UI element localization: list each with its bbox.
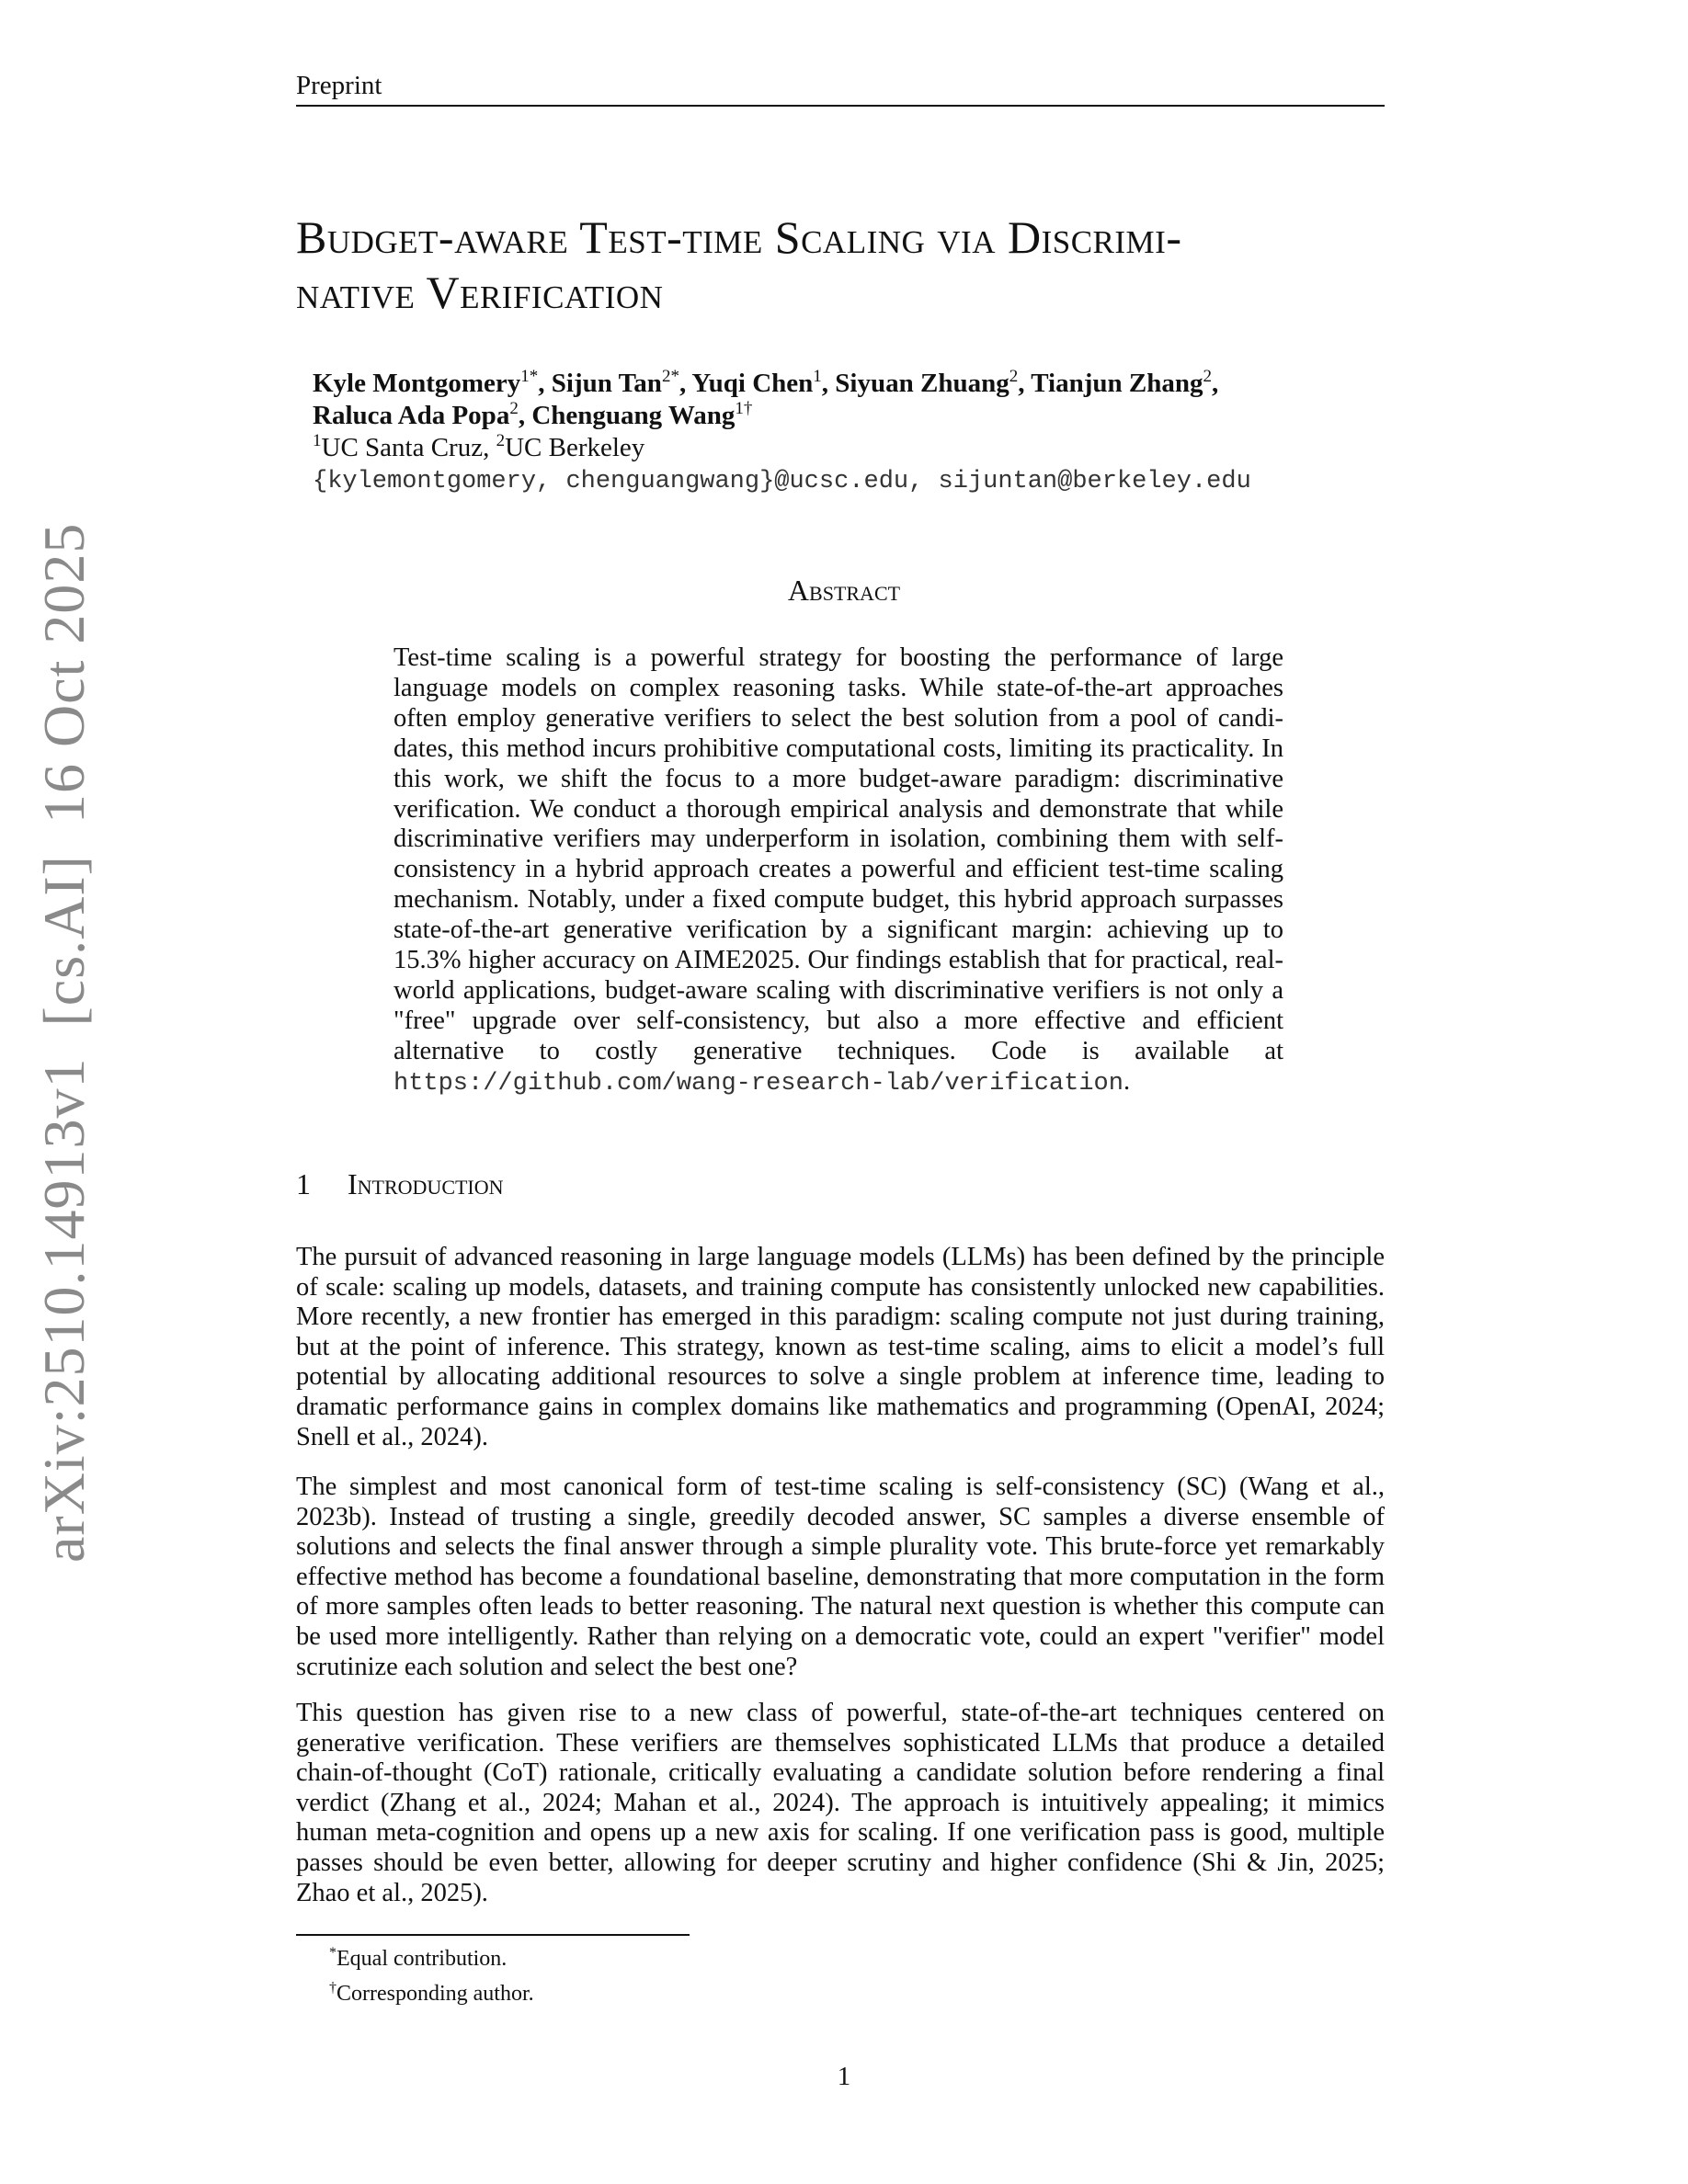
section-number: 1 (296, 1167, 311, 1200)
author: Kyle Montgomery$^{1*}$, (313, 367, 552, 398)
footnote: †Corresponding author. (329, 1980, 534, 2006)
paper-title-line-1: Budget-aware Test-time Scaling via Discrimi- (296, 211, 1182, 263)
author: Yuqi Chen$^1$, (691, 367, 836, 398)
intro-paragraph: The pursuit of advanced reasoning in large language models (LLMs) has been defined by the principle of scale: scaling up models, datasets, and training compute has consistently unlocked new capabilities. More recently, a new frontier has emerged in this paradigm: scaling compute not just during training, but at the point of inference. This strategy, known as test-time scaling, aims to elicit a model’s full potential by allocating additional resources to solve a single problem at inference time, leading to dramatic performance gains in complex domains like mathematics and programming (OpenAI, 2024; Snell et al., 2024). (296, 1243, 1385, 1451)
footnote-divider (296, 1934, 690, 1936)
author: Tianjun Zhang$^2$, (1031, 367, 1219, 398)
paper-title-line-2: native Verification (296, 267, 664, 318)
footnote: *Equal contribution. (329, 1945, 508, 1971)
author: Chenguang Wang$^{1\dagger}$ (531, 399, 753, 430)
intro-paragraph: This question has given rise to a new class of powerful, state-of-the-art techniques centered on generative verification. These verifiers are themselves sophisticated LLMs that produce a detailed chain-of-thought (CoT) rationale, critically evaluating a candidate solution before rendering a final verdict (Zhang et al., 2024; Mahan et al., 2024). The approach is intuitively appealing; it mimics human meta-cognition and opens up a new axis for scaling. If one verification pass is good, multiple passes should be even better, allowing for deeper scrutiny and higher confidence (Shi & Jin, 2025; Zhao et al., 2025). (296, 1699, 1385, 1907)
arxiv-stamp: arXiv:2510.14913v1 [cs.AI] 16 Oct 2025 (31, 522, 97, 1563)
abstract-heading: Abstract (787, 574, 901, 607)
author-emails: {kylemontgomery, chenguangwang}@ucsc.edu, sijuntan@berkeley.edu (313, 468, 1251, 495)
affiliations: $^1$UC Santa Cruz, $^2$UC Berkeley (313, 431, 645, 462)
page-number: 1 (837, 2062, 851, 2091)
paper-title (296, 210, 1399, 320)
running-head (296, 70, 1385, 107)
author-block (313, 368, 1397, 498)
abstract-text: Test-time scaling is a powerful strategy for boosting the performance of large language models on complex reasoning tasks. While state-of-the-art approaches often employ generative verifiers to select the best solution from a pool of candidates, this method incurs prohibitive computational costs, limiting its practicality. In this work, we shift the focus to a more budget-aware paradigm: discriminative verification. We conduct a thorough empirical analysis and demonstrate that while discriminative verifiers may underperform in isolation, combining them with self-consistency in a hybrid approach creates a powerful and efficient test-time scaling mechanism. Notably, under a fixed compute budget, this hybrid approach surpasses state-of-the-art generative verification by a significant margin: achieving up to 15.3% higher accuracy on AIME2025. Our findings establish that for practical, real-world applications, budget-aware scaling with discriminative verifiers is not only a "free" upgrade over self-consistency, but also a more effective and efficient alternative to costly generative techniques. Code is available at (393, 643, 1283, 1065)
author: Siyuan Zhuang$^2$, (835, 367, 1032, 398)
abstract-body: Test-time scaling is a powerful strategy for boosting the performance of large language models on complex reasoning tasks. While state-of-the-art approaches often employ generative verifiers to select the best solution from a pool of candidates, this method incurs prohibitive computational costs, limiting its practicality. In this work, we shift the focus to a more budget-aware paradigm: discriminative verification. We conduct a thorough empirical analysis and demonstrate that while discriminative verifiers may underperform in isolation, combining them with self-consistency in a hybrid approach creates a powerful and efficient test-time scaling mechanism. Notably, under a fixed compute budget, this hybrid approach surpasses state-of-the-art generative verification by a significant margin: achieving up to 15.3% higher accuracy on AIME2025. Our findings establish that for practical, real-world applications, budget-aware scaling with discriminative verifiers is not only a "free" upgrade over self-consistency, but also a more effective and efficient alternative to costly generative techniques. Code is available at https://github.com/wang-research-lab/verification. (393, 643, 1283, 1098)
author-list (313, 368, 1397, 432)
author: Raluca Ada Popa$^2$, (313, 399, 532, 430)
section-title: Introduction (348, 1167, 504, 1200)
code-link[interactable]: https://github.com/wang-research-lab/verification (393, 1069, 1123, 1098)
section-heading-introduction (296, 1166, 504, 1202)
author: Sijun Tan$^{2*}$, (551, 367, 692, 398)
intro-paragraph: The simplest and most canonical form of test-time scaling is self-consistency (SC) (Wang et al., 2023b). Instead of trusting a single, greedily decoded answer, SC samples a diverse ensemble of solutions and selects the final answer through a simple plurality vote. This brute-force yet remarkably effective method has become a foundational baseline, demonstrating that more computation in the form of more samples often leads to better reasoning. The natural next question is whether this compute can be used more intelligently. Rather than relying on a democratic vote, could an expert "verifier" model scrutinize each solution and select the best one? (296, 1473, 1385, 1681)
running-head-text: Preprint (296, 71, 382, 100)
footnotes (329, 1941, 534, 2011)
